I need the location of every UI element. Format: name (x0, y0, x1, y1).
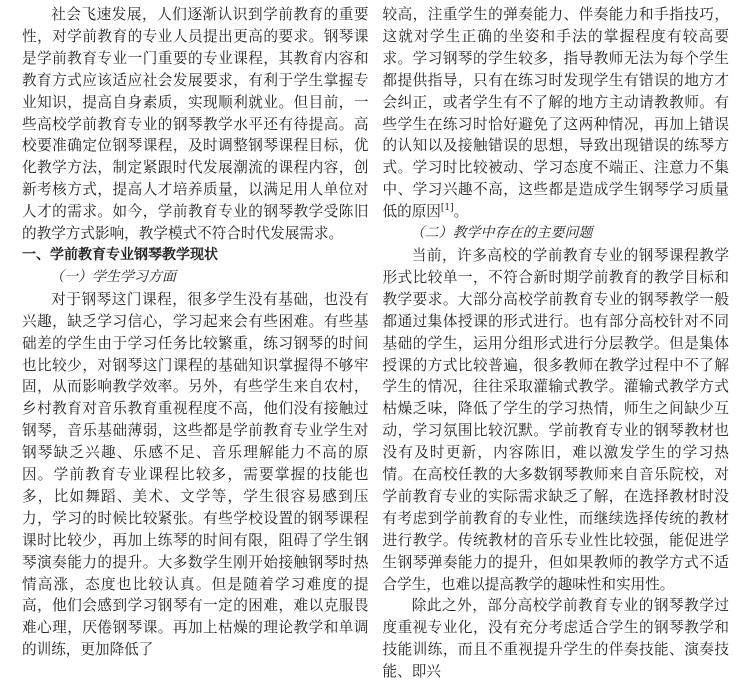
continued-text: 较高，注重学生的弹奏能力、伴奏能力和手指技巧，这就对学生正确的坐姿和手法的掌握程度有较高要求。学习钢琴的学生较多，指导教师无法为每个学生都提供指导，只有在练习时发现学生有错误的地方才会纠正，或者学生有不了解的地方主动请教教师。有些学生在练习时恰好避免了这两种情况，再加上错误的认知以及接触错误的思想，导致出现错误的练琴方式。学习时比较被动、学习态度不端正、注意力不集中、学习兴趣不高，这些都是造成学生钢琴学习质量低的原因 (382, 6, 729, 221)
continued-paragraph (383, 4, 730, 223)
section-heading-current-status: 一、学前教育专业钢琴教学现状 (22, 246, 218, 263)
additional-problems-paragraph: 除此之外，部分高校学前教育专业的钢琴教学过度重视专业化，没有充分考虑适合学生的钢琴教学和技能训练，而且不重视提升学生的伴奏技能、演奏技能、即兴 (382, 597, 729, 681)
student-learning-paragraph: 对于钢琴这门课程，很多学生没有基础，也没有兴趣，缺乏学习信心，学习起来会有些困难。有些基础差的学生由于学习任务比较繁重，练习钢琴的时间也比较少，对钢琴这门课程的基础知识掌握得不够牢固，从而影响教学效率。另外，有些学生来自农村，乡村教育对音乐教育重视程度不高，他们没有接触过钢琴，音乐基础薄弱，这些都是学前教育专业学生对钢琴缺乏兴趣、乐感不足、音乐理解能力不高的原因。学前教育专业课程比较多，需要掌握的技能也多，比如舞蹈、美术、文学等，学生很容易感到压力，学习的时候比较紧张。有些学校设置的钢琴课程课时比较少，再加上练琴的时间有限，阻碍了学生钢琴演奏能力的提升。大多数学生刚开始接触钢琴时热情高涨，态度也比较认真。但是随着学习难度的提高，他们会感到学习钢琴有一定的困难，难以克服畏难心理，厌倦钢琴课。再加上枯燥的理论教学和单调的训练，更加降低了 (22, 290, 369, 659)
subsection-heading-student-learning: （一）学生学习方面 (50, 268, 176, 285)
intro-paragraph: 社会飞速发展，人们逐渐认识到学前教育的重要性，对学前教育的专业人员提出更高的要求。钢琴课是学前教育专业一门重要的专业课程，其教育内容和教育方式应该适应社会发展要求，有利于学生掌握专业知识，提高自身素质，实现顺利就业。但目前，一些高校学前教育专业的钢琴教学水平还有待提高。高校要准确定位钢琴课程，及时调整钢琴课程目标，优化教学方法，制定紧跟时代发展潮流的课程内容，创新考核方式，提高人才培养质量，以满足用人单位对人才的需求。如今，学前教育专业的钢琴教学受陈旧的教学方式影响，教学模式不符合时代发展需求。 (22, 6, 369, 243)
subsection-heading-teaching-problems: （二）教学中存在的主要问题 (410, 225, 593, 242)
left-column (22, 4, 369, 659)
right-column (382, 4, 730, 681)
teaching-problems-paragraph: 当前，许多高校的学前教育专业的钢琴课程教学形式比较单一，不符合新时期学前教育的教学目标和教学要求。大部分高校学前教育专业的钢琴教学一般都通过集体授课的形式进行。也有部分高校针对不同基础的学生，运用分组形式进行分层教学。但是集体授课的方式比较普遍，很多教师在教学过程中不了解学生的情况，往往采取灌输式教学。灌输式教学方式枯燥乏味，降低了学生的学习热情，师生之间缺少互动，学习氛围比较沉默。学前教育专业的钢琴教材也没有及时更新，内容陈旧，难以激发学生的学习热情。在高校任教的大多数钢琴教师来自音乐院校，对学前教育专业的实际需求缺乏了解，在选择教材时没有考虑到学前教育的专业性，而继续选择传统的教材进行教学。传统教材的音乐专业性比较强，能促进学生钢琴弹奏能力的提升，但如果教师的教学方式不适合学生，也难以提高教学的趣味性和实用性。 (382, 246, 729, 593)
citation-mark: [1] (440, 203, 454, 214)
continued-end: 。 (453, 203, 469, 221)
